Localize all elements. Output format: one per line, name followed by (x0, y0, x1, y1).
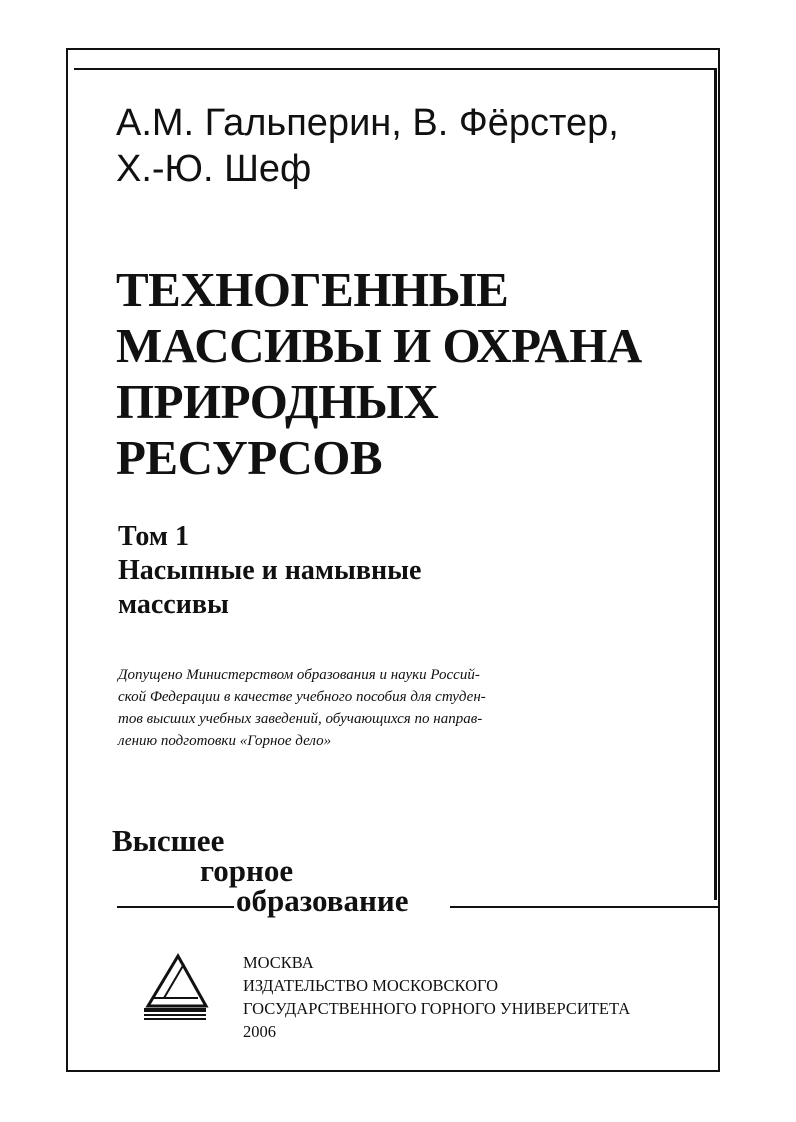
title-line-1: ТЕХНОГЕННЫЕ (116, 262, 509, 317)
approval-note (118, 664, 588, 752)
series-line-1: Высшее (112, 823, 225, 858)
authors (116, 100, 619, 192)
publisher-name-line-1: ИЗДАТЕЛЬСТВО МОСКОВСКОГО (243, 976, 499, 995)
approval-line-4: лению подготовки «Горное дело» (118, 733, 332, 749)
publisher-triangle-book-icon (140, 950, 212, 1022)
title-line-2: МАССИВЫ И ОХРАНА (116, 318, 642, 373)
volume-subtitle-line-1: Насыпные и намывные (118, 555, 422, 586)
volume-number: Том 1 (118, 521, 189, 552)
publication-year: 2006 (243, 1022, 276, 1041)
approval-line-1: Допущено Министерством образования и науки Россий- (118, 667, 480, 683)
approval-line-2: ской Федерации в качестве учебного пособия для студен- (118, 689, 486, 705)
publisher-city: МОСКВА (243, 953, 314, 972)
title-line-4: РЕСУРСОВ (116, 430, 383, 485)
authors-line-2: Х.-Ю. Шеф (116, 148, 312, 190)
publisher-name-line-2: ГОСУДАРСТВЕННОГО ГОРНОГО УНИВЕРСИТЕТА (243, 999, 631, 1018)
series-rule-right (450, 906, 718, 908)
volume-block (118, 520, 421, 622)
series-rule-left (117, 906, 234, 908)
series-line-2: горное (200, 853, 294, 888)
series-line-3: образование (236, 883, 409, 918)
title-line-3: ПРИРОДНЫХ (116, 374, 439, 429)
book-title (116, 262, 642, 486)
volume-subtitle-line-2: массивы (118, 589, 229, 620)
authors-line-1: А.М. Гальперин, В. Фёрстер, (116, 102, 619, 144)
publisher-block (243, 951, 630, 1043)
approval-line-3: тов высших учебных заведений, обучающихся по направ- (118, 711, 483, 727)
